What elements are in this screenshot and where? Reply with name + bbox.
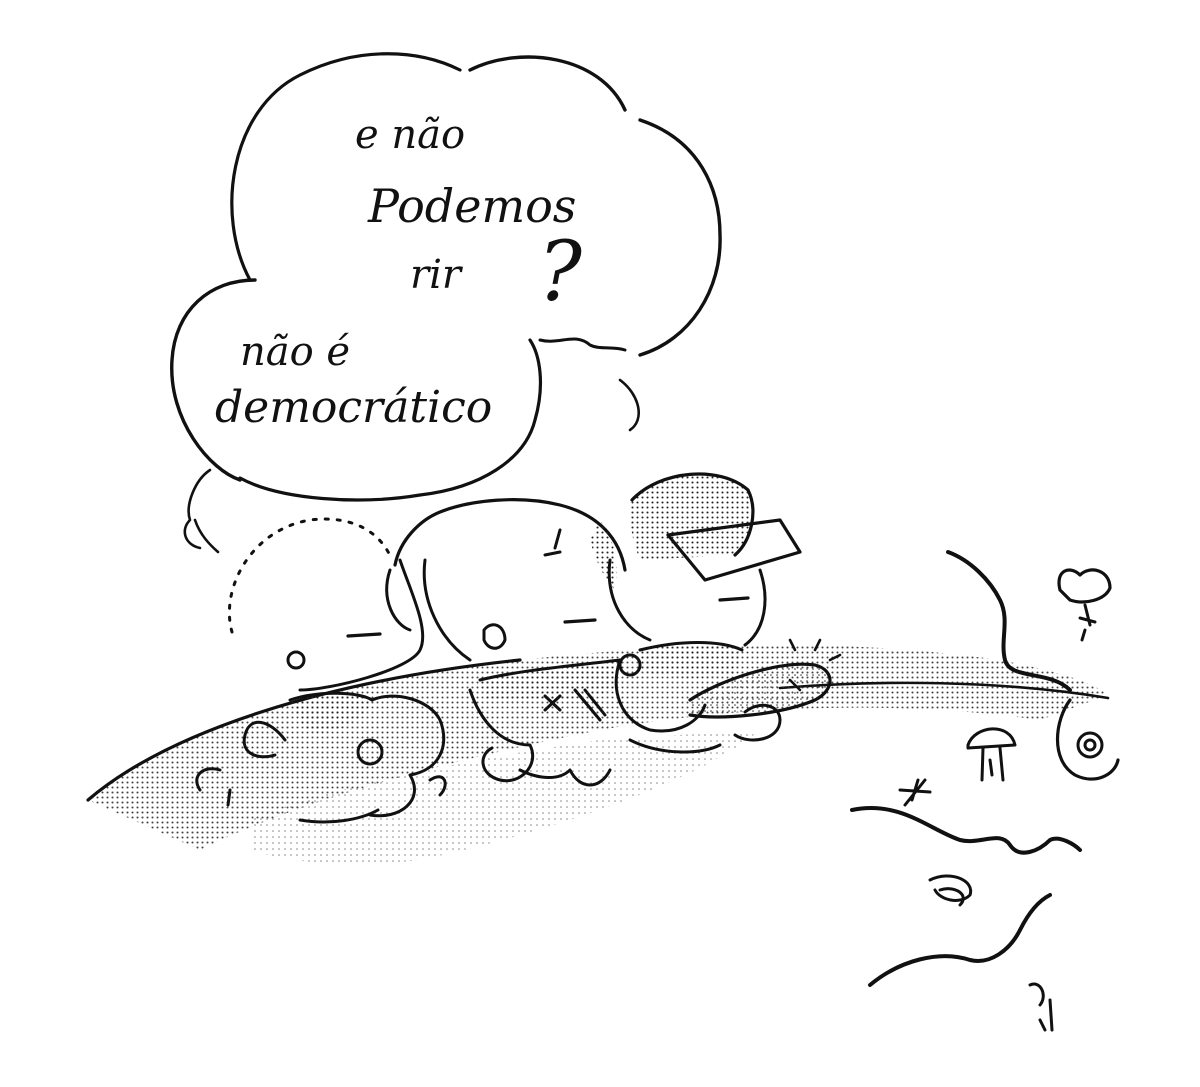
speech-bubble bbox=[172, 54, 720, 552]
bubble-line-1: e não bbox=[355, 112, 466, 158]
sparkle-doodle bbox=[900, 780, 930, 805]
background-scribbles bbox=[852, 552, 1118, 1030]
bubble-line-2: Podemos bbox=[368, 179, 577, 233]
bubble-line-3: rir bbox=[410, 252, 462, 298]
mushroom-doodle bbox=[968, 729, 1015, 748]
bubble-line-5: democrático bbox=[215, 382, 493, 433]
bubble-line-4: não é bbox=[240, 329, 351, 375]
bubble-question-mark: ? bbox=[538, 225, 582, 320]
heart-doodle bbox=[1059, 570, 1110, 602]
